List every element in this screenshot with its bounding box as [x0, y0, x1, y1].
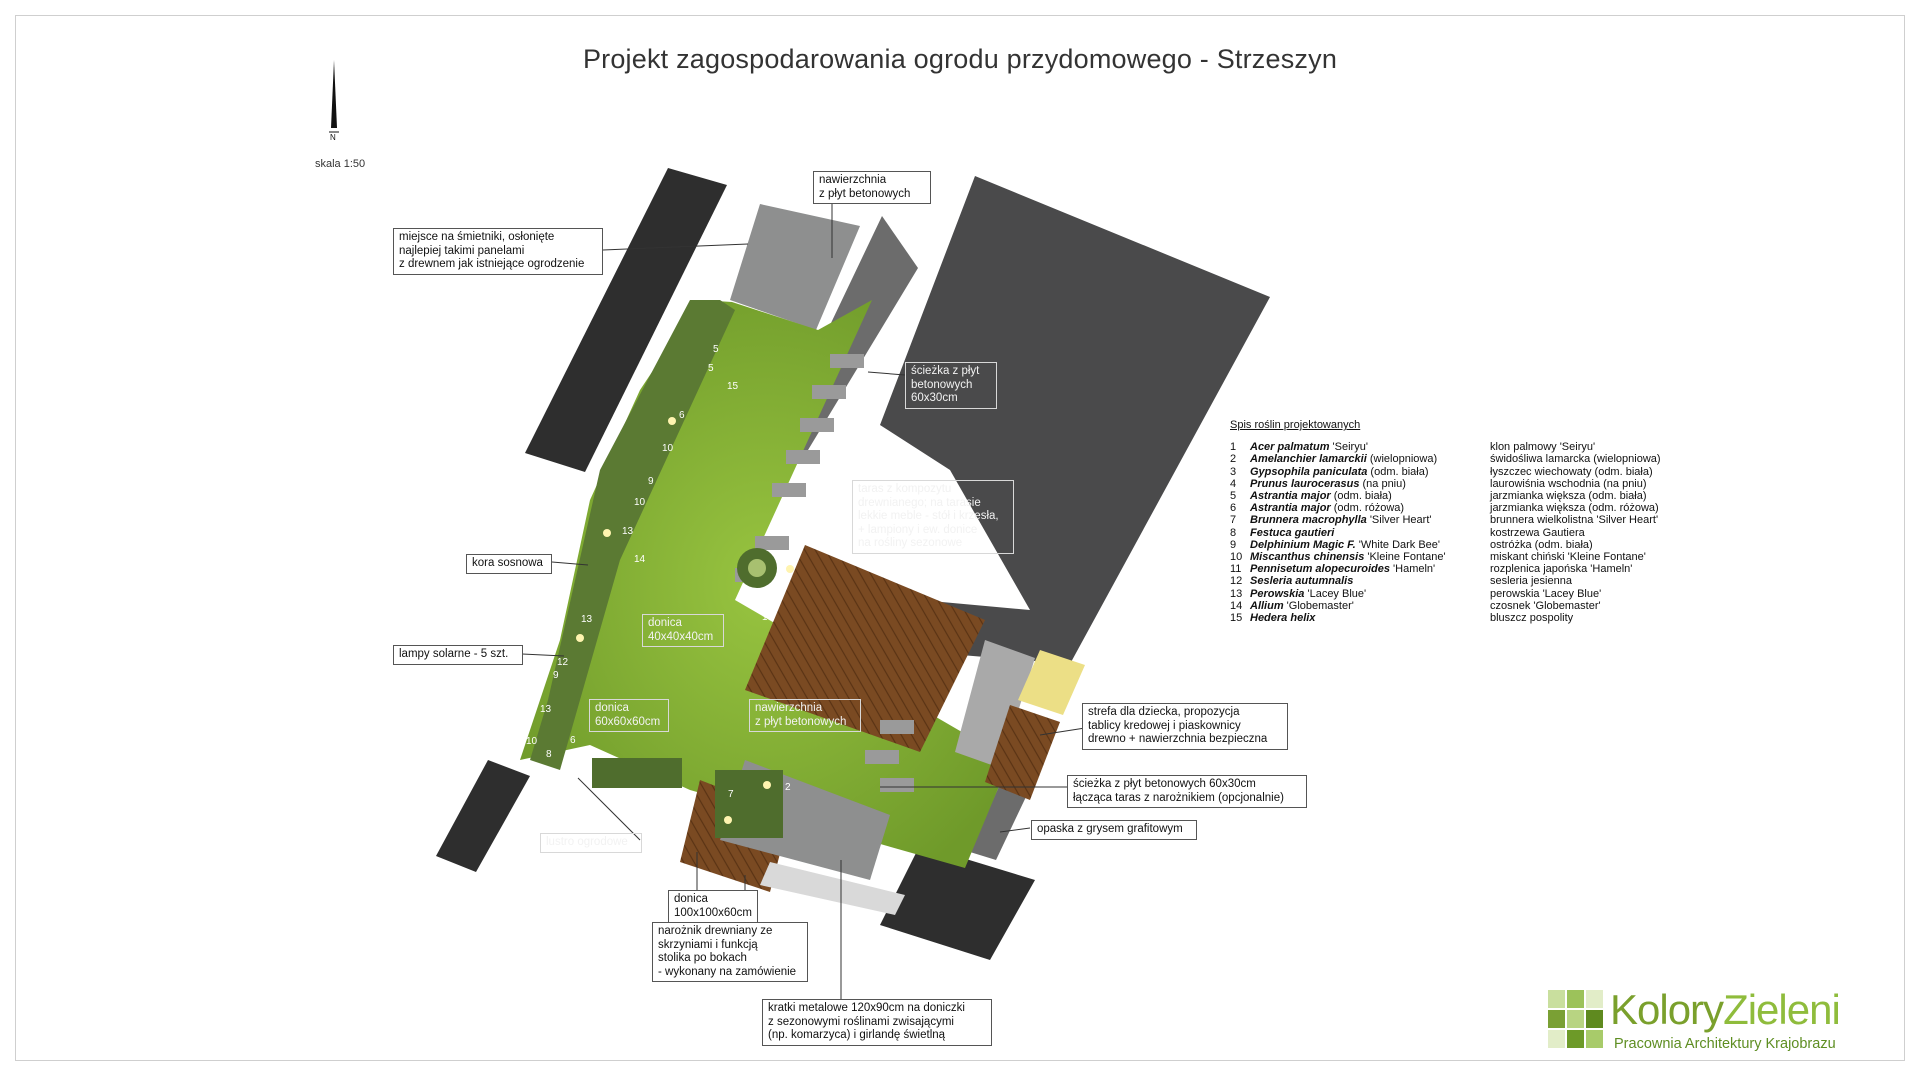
legend-number: 5 [1230, 490, 1237, 503]
legend-polish-name: łyszczec wiechowaty (odm. biała) [1490, 465, 1653, 478]
label-pot-60: donica 60x60x60cm [589, 699, 669, 732]
plant-number-marker: 9 [553, 670, 559, 681]
plant-number-marker: 14 [634, 554, 646, 565]
plant-number-marker: 13 [581, 614, 593, 625]
legend-number: 8 [1230, 526, 1237, 539]
legend-number: 4 [1230, 477, 1237, 490]
legend-number: 2 [1230, 453, 1237, 466]
legend-row [1230, 588, 1690, 600]
planter-40-inner [748, 559, 766, 577]
legend-row [1230, 514, 1690, 526]
legend-row [1230, 612, 1690, 624]
building-bottom-left [436, 760, 530, 872]
house-block [880, 176, 1270, 664]
legend-latin-name: Gypsophila paniculata (odm. biała) [1250, 465, 1429, 478]
plant-number-marker: 5 [708, 363, 714, 374]
legend-polish-name: jarzmianka większa (odm. biała) [1490, 490, 1647, 503]
legend-row [1230, 453, 1690, 465]
legend-latin-name: Prunus laurocerasus (na pniu) [1250, 477, 1406, 490]
legend-polish-name: brunnera wielkolistna 'Silver Heart' [1490, 514, 1659, 527]
legend-polish-name: perowskia 'Lacey Blue' [1490, 587, 1602, 600]
plant-number-marker: 13 [622, 526, 634, 537]
plant-number-marker: 8 [546, 749, 552, 760]
plant-number-marker: 6 [570, 735, 576, 746]
label-kids-zone: strefa dla dziecka, propozycja tablicy kredowej i piaskownicy drewno + nawierzchnia bezpieczna [1082, 703, 1288, 750]
legend-latin-name: Astrantia major (odm. różowa) [1250, 502, 1405, 515]
label-path-bottom: ścieżka z płyt betonowych 60x30cm łącząca taras z narożnikiem (opcjonalnie) [1067, 775, 1307, 808]
label-path-top: ścieżka z płyt betonowych 60x30cm [905, 362, 997, 409]
legend-number: 6 [1230, 502, 1237, 515]
plant-number-marker: 7 [728, 789, 734, 800]
plant-number-marker: 9 [570, 560, 576, 571]
legend-row [1230, 563, 1690, 575]
plant-number-marker: 9 [648, 476, 654, 487]
legend-polish-name: kostrzewa Gautiera [1490, 526, 1585, 539]
legend-row [1230, 527, 1690, 539]
legend-polish-name: laurowiśnia wschodnia (na pniu) [1490, 477, 1647, 490]
scale-label: skala 1:50 [315, 158, 366, 170]
plant-legend [1230, 419, 1690, 624]
label-paving-mid: nawierzchnia z płyt betonowych [749, 699, 861, 732]
legend-row [1230, 575, 1690, 587]
legend-polish-name: ostróżka (odm. biała) [1490, 538, 1593, 551]
legend-latin-name: Amelanchier lamarckii (wielopniowa) [1250, 453, 1438, 466]
legend-row [1230, 502, 1690, 514]
label-trash-area: miejsce na śmietniki, osłonięte najlepiej takimi panelami z drewnem jak istniejące ogrodzenie [393, 228, 603, 275]
legend-number: 14 [1230, 599, 1243, 612]
legend-latin-name: Sesleria autumnalis [1250, 575, 1354, 588]
legend-latin-name: Miscanthus chinensis 'Kleine Fontane' [1250, 551, 1446, 564]
legend-latin-name: Brunnera macrophylla 'Silver Heart' [1250, 514, 1432, 527]
planter-60 [592, 758, 682, 788]
plant-number-marker: 13 [540, 704, 552, 715]
legend-number: 11 [1230, 563, 1242, 576]
label-pot-100: donica 100x100x60cm [668, 890, 758, 923]
logo-subtitle: Pracownia Architektury Krajobrazu [1614, 1036, 1836, 1052]
legend-number: 7 [1230, 514, 1237, 527]
legend-latin-name: Perowskia 'Lacey Blue' [1250, 587, 1367, 600]
legend-number: 13 [1230, 587, 1243, 600]
legend-latin-name: Astrantia major (odm. biała) [1250, 490, 1392, 503]
legend-polish-name: bluszcz pospolity [1490, 612, 1574, 625]
svg-text:N: N [330, 133, 336, 140]
plant-number-marker: 11 [682, 802, 693, 813]
plant-number-marker: 2 [785, 782, 791, 793]
label-pot-40: donica 40x40x40cm [642, 614, 724, 647]
legend-polish-name: sesleria jesienna [1490, 575, 1572, 588]
legend-polish-name: miskant chiński 'Kleine Fontane' [1490, 551, 1646, 564]
plant-number-marker: 10 [662, 443, 674, 454]
legend-latin-name: Pennisetum alopecuroides 'Hameln' [1250, 563, 1436, 576]
label-mirror: lustro ogrodowe [540, 833, 642, 853]
legend-row [1230, 600, 1690, 612]
planter-100 [715, 770, 783, 838]
legend-row [1230, 539, 1690, 551]
plant-number-marker: 1 [762, 612, 768, 623]
label-grates: kratki metalowe 120x90cm na doniczki z sezonowymi roślinami zwisającymi (np. komarzyca) i girlandę świetlną [762, 999, 992, 1046]
plant-number-marker: 10 [634, 497, 646, 508]
legend-number: 3 [1230, 465, 1237, 478]
legend-row [1230, 490, 1690, 502]
legend-number: 9 [1230, 538, 1237, 551]
legend-latin-name: Festuca gautieri [1250, 526, 1335, 539]
legend-latin-name: Hedera helix [1250, 612, 1316, 625]
legend-latin-name: Delphinium Magic F. 'White Dark Bee' [1250, 538, 1441, 551]
legend-polish-name: świdośliwa lamarcka (wielopniowa) [1490, 453, 1661, 466]
plant-number-marker: 5 [713, 344, 719, 355]
legend-polish-name: jarzmianka większa (odm. różowa) [1490, 502, 1659, 515]
label-solar-lamps: lampy solarne - 5 szt. [393, 645, 523, 665]
legend-row [1230, 466, 1690, 478]
legend-polish-name: klon palmowy 'Seiryu' [1490, 441, 1596, 454]
legend-heading: Spis roślin projektowanych [1230, 419, 1361, 431]
logo-brand: KoloryZieleni [1610, 986, 1840, 1033]
plant-number-marker: 6 [679, 410, 685, 421]
legend-row [1230, 441, 1690, 453]
label-paving-top: nawierzchnia z płyt betonowych [813, 171, 931, 204]
legend-number: 15 [1230, 612, 1243, 625]
legend-number: 10 [1230, 551, 1243, 564]
label-corner: narożnik drewniany ze skrzyniami i funkcją stolika po bokach - wykonany na zamówienie [652, 922, 808, 982]
legend-number: 1 [1230, 441, 1237, 454]
plant-number-marker: 10 [526, 736, 538, 747]
legend-polish-name: rozplenica japońska 'Hameln' [1490, 563, 1633, 576]
page-title: Projekt zagospodarowania ogrodu przydomowego - Strzeszyn [582, 44, 1338, 74]
legend-polish-name: czosnek 'Globemaster' [1490, 599, 1601, 612]
plant-number-marker: 12 [557, 657, 569, 668]
company-logo [1548, 988, 1898, 1058]
label-terrace: taras z kompozytu drewnianego; na tarasie lekkie meble - stół i krzesła, + lampiony i ew. donice na rośliny sezonowe [852, 480, 1014, 554]
label-gravel: opaska z grysem grafitowym [1031, 820, 1197, 840]
legend-latin-name: Acer palmatum 'Seiryu' [1250, 441, 1368, 454]
legend-row [1230, 478, 1690, 490]
logo-tiles-icon [1548, 990, 1604, 1050]
label-bark: kora sosnowa [466, 554, 552, 574]
legend-row [1230, 551, 1690, 563]
plant-number-marker: 15 [727, 381, 739, 392]
legend-number: 12 [1230, 575, 1243, 588]
legend-latin-name: Allium 'Globemaster' [1250, 599, 1354, 612]
